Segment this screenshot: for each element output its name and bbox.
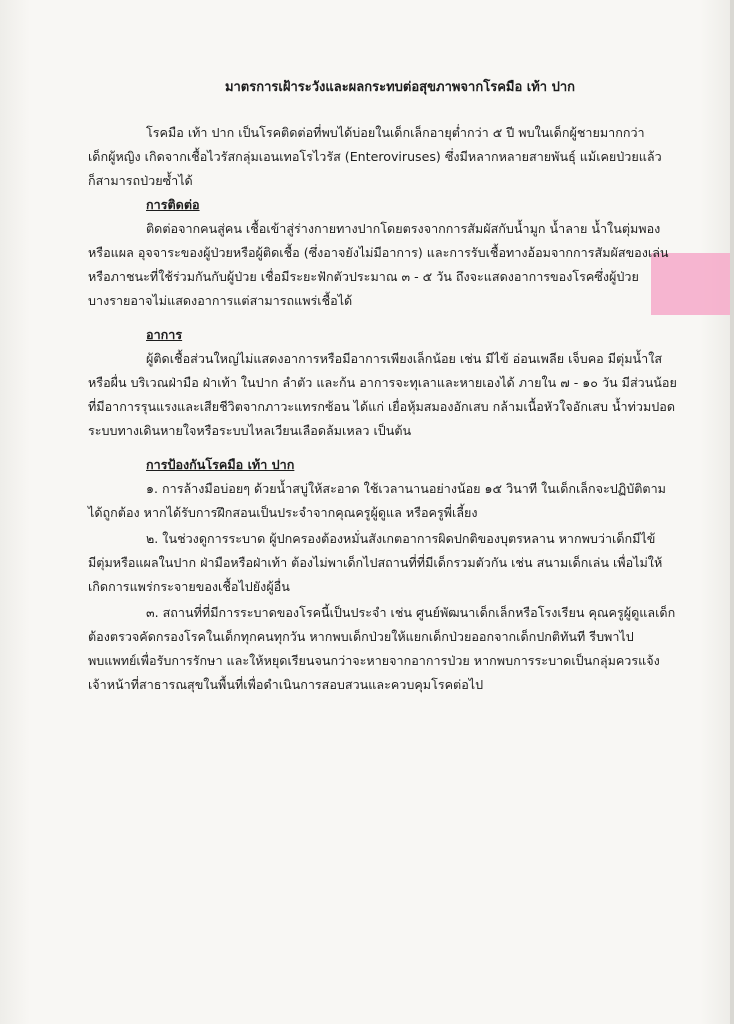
intro-line-1: โรคมือ เท้า ปาก เป็นโรคติดต่อที่พบได้บ่อยในเด็กเล็กอายุต่ำกว่า ๕ ปี พบในเด็กผู้ชายมากกว่า xyxy=(146,125,645,140)
transmission-line-3: หรือภาชนะที่ใช้ร่วมกันกับผู้ป่วย เชื่อมีระยะฟักตัวประมาณ ๓ - ๕ วัน ถึงจะแสดงอาการของโรคซึ่งผู้ป่วย xyxy=(88,269,639,284)
symptoms-line-3: ที่มีอาการรุนแรงและเสียชีวิตจากภาวะแทรกซ้อน ได้แก่ เยื่อหุ้มสมองอักเสบ กล้ามเนื้อหัวใจอักเสบ น้ำท่วมปอด xyxy=(88,399,676,414)
document-body xyxy=(88,76,692,697)
prevention-item-2-line-3: เกิดการแพร่กระจายของเชื้อไปยังผู้อื่น xyxy=(88,579,290,594)
prevention-heading: การป้องกันโรคมือ เท้า ปาก xyxy=(146,457,295,472)
symptoms-line-2: หรือผื่น บริเวณฝ่ามือ ฝ่าเท้า ในปาก ลำตัว และก้น อาการจะทุเลาและหายเองได้ ภายใน ๗ - ๑๐ วัน มีส่วนน้อย xyxy=(88,375,677,390)
transmission-heading: การติดต่อ xyxy=(146,197,200,212)
symptoms-heading: อาการ xyxy=(146,327,183,342)
document-title: มาตรการเฝ้าระวังและผลกระทบต่อสุขภาพจากโรคมือ เท้า ปาก xyxy=(224,80,576,95)
prevention-item-3-line-2: ต้องตรวจคัดกรองโรคในเด็กทุกคนทุกวัน หากพบเด็กป่วยให้แยกเด็กป่วยออกจากเด็กปกติทันที รีบพาไป xyxy=(88,629,634,644)
prevention-item-1-line-2: ได้ถูกต้อง หากได้รับการฝึกสอนเป็นประจำจากคุณครูผู้ดูแล หรือครูพี่เลี้ยง xyxy=(88,505,478,520)
transmission-line-4: บางรายอาจไม่แสดงอาการแต่สามารถแพร่เชื้อได้ xyxy=(88,293,353,308)
prevention-item-1-line-1: ๑. การล้างมือบ่อยๆ ด้วยน้ำสบู่ให้สะอาด ใช้เวลานานอย่างน้อย ๑๕ วินาที ในเด็กเล็กจะปฏิบัติตาม xyxy=(146,481,666,496)
intro-line-3: ก็สามารถป่วยซ้ำได้ xyxy=(88,173,193,188)
intro-line-2: เด็กผู้หญิง เกิดจากเชื้อไวรัสกลุ่มเอนเทอโรไวรัส (Enteroviruses) ซึ่งมีหลากหลายสายพันธุ์ แม้เคยป่วยแล้ว xyxy=(88,149,662,164)
symptoms-line-1: ผู้ติดเชื้อส่วนใหญ่ไม่แสดงอาการหรือมีอาการเพียงเล็กน้อย เช่น มีไข้ อ่อนเพลีย เจ็บคอ มีตุ่มน้ำใส xyxy=(146,351,663,366)
page-edge-shadow xyxy=(730,0,734,1024)
symptoms-line-4: ระบบทางเดินหายใจหรือระบบไหลเวียนเลือดล้มเหลว เป็นต้น xyxy=(88,423,412,438)
prevention-item-2-line-1: ๒. ในช่วงดูการระบาด ผู้ปกครองต้องหมั่นสังเกตอาการผิดปกติของบุตรหลาน หากพบว่าเด็กมีไข้ xyxy=(146,531,656,546)
prevention-item-3-line-1: ๓. สถานที่ที่มีการระบาดของโรคนี้เป็นประจำ เช่น ศูนย์พัฒนาเด็กเล็กหรือโรงเรียน คุณครูผู้ดูแลเด็ก xyxy=(146,605,676,620)
transmission-line-2: หรือแผล อุจจาระของผู้ป่วยหรือผู้ติดเชื้อ (ซึ่งอาจยังไม่มีอาการ) และการรับเชื้อทางอ้อมจากการสัมผัสของเล่น xyxy=(88,245,669,260)
transmission-line-1: ติดต่อจากคนสู่คน เชื้อเข้าสู่ร่างกายทางปากโดยตรงจากการสัมผัสกับน้ำมูก น้ำลาย น้ำในตุ่มพอง xyxy=(146,221,661,236)
prevention-item-3-line-4: เจ้าหน้าที่สาธารณสุขในพื้นที่เพื่อดำเนินการสอบสวนและควบคุมโรคต่อไป xyxy=(88,677,484,692)
prevention-item-3-line-3: พบแพทย์เพื่อรับการรักษา และให้หยุดเรียนจนกว่าจะหายจากอาการป่วย หากพบการระบาดเป็นกลุ่มควรแจ้ง xyxy=(88,653,660,668)
prevention-item-2-line-2: มีตุ่มหรือแผลในปาก ฝ่ามือหรือฝ่าเท้า ต้องไม่พาเด็กไปสถานที่ที่มีเด็กรวมตัวกัน เช่น สนามเด็กเล่น เพื่อไม่ให้ xyxy=(88,555,663,570)
